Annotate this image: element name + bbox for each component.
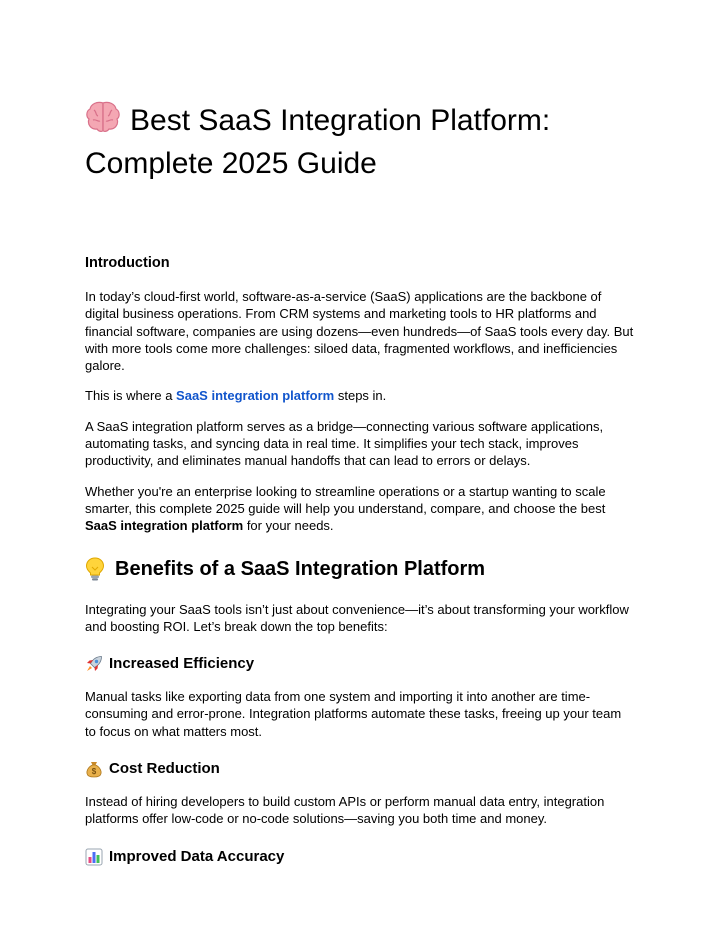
section-heading-improved-data-accuracy [85,847,635,867]
intro-paragraph-2 [85,387,635,404]
section-heading-text: Cost Reduction [109,760,220,778]
money-bag-icon [85,760,103,778]
intro-p2-before: This is where a [85,388,177,404]
title-line-2 [85,142,635,185]
page-title [85,96,635,142]
intro-p2-after: steps in. [334,388,387,404]
title-line-2-text: Complete 2025 Guide [85,147,377,180]
section-heading-text: Increased Efficiency [109,655,255,673]
intro-p4-before: Whether you're an enterprise looking to streamline operations or a startup wanting to scale smarter, this complete 2025 guide will help you understand, compare, and choose the best [85,483,606,516]
document-body [85,96,635,867]
section-body-increased-efficiency: Manual tasks like exporting data from one system and importing it into another are time-consuming and error-prone. Integration platforms automate these tasks, freeing up your team to focus on what matters most. [85,689,622,739]
benefits-intro: Integrating your SaaS tools isn’t just about convenience—it’s about transforming your workflow and boosting ROI. Let’s break down the top benefits: [85,601,629,634]
intro-p4-after: for your needs. [243,518,334,534]
intro-p4-bold: SaaS integration platform [85,518,244,534]
intro-paragraph-3: A SaaS integration platform serves as a bridge—connecting various software applications, automating tasks, and syncing data in real time. It simplifies your tech stack, improves productivity, and eliminates manual handoffs that can lead to errors or delays. [85,418,604,469]
intro-paragraph-4 [85,483,635,535]
saas-integration-platform-link[interactable] [176,388,334,403]
intro-paragraph-1: In today’s cloud-first world, software-as-a-service (SaaS) applications are the backbone of digital business operations. From CRM systems and marketing tools to HR platforms and financial software, companies are using dozens—even hundreds—of SaaS tools every day. But with more tools come more challenges: siloed data, fragmented workflows, and inefficiencies galore. [85,289,634,374]
section-heading-text: Improved Data Accuracy [109,847,285,865]
svg-text:$: $ [91,767,97,777]
brain-icon [85,100,121,134]
rocket-icon [85,655,103,673]
lightbulb-icon [85,557,105,581]
section-heading-cost-reduction [85,759,635,779]
title-line-1: Best SaaS Integration Platform: [130,104,551,137]
benefits-heading-text: Benefits of a SaaS Integration Platform [115,557,486,580]
link-text[interactable]: SaaS integration platform [176,388,335,404]
section-heading-increased-efficiency [85,654,635,674]
introduction-heading: Introduction [85,255,170,271]
section-body-cost-reduction: Instead of hiring developers to build custom APIs or perform manual data entry, integration platforms offer low-code or no-code solutions—saving you both time and money. [85,794,605,827]
benefits-heading [85,555,635,583]
bar-chart-icon [85,848,103,866]
